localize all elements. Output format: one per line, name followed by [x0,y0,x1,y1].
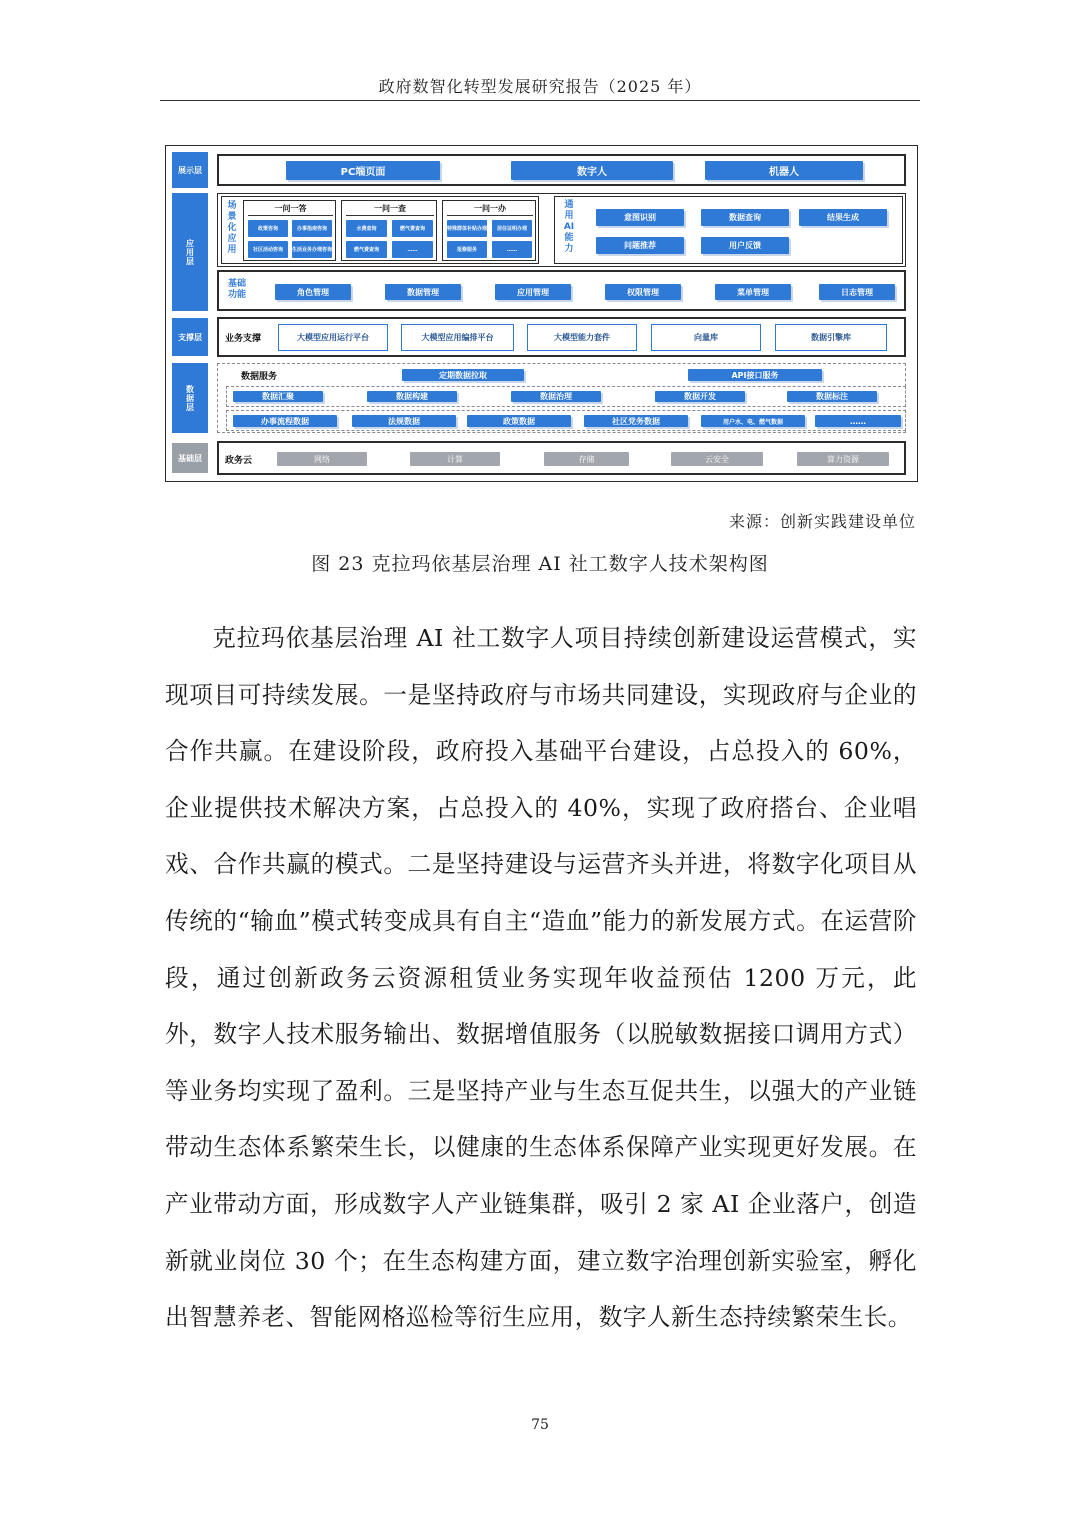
basic-functions-label: 基础功能 [227,279,246,300]
scenario-item: …… [492,241,532,258]
scenario-item: …… [392,241,433,258]
scenario-item: 特殊群体补贴办理 [447,220,487,237]
display-layer-frame [217,154,906,186]
scenario-group-query [341,200,437,261]
data-mid-item: 数据治理 [511,391,601,402]
data-top-item: 定期数据拉取 [402,369,524,381]
cloud-item-compute-power: 算力资源 [797,452,889,466]
display-item-digital-human: 数字人 [511,161,673,180]
data-mid-item: 数据标注 [787,391,877,402]
scenario-item: 燃气费查询 [346,241,387,258]
figure-caption: 图 23 克拉玛依基层治理 AI 社工数字人技术架构图 [311,553,769,575]
scenario-item: 水费查询 [346,220,387,237]
layer-label-application: 应用层 [172,193,208,311]
data-mid-row [226,386,906,407]
basic-item-log: 日志管理 [819,284,895,300]
scenario-item: 社区活动咨询 [248,241,288,258]
scenario-item: 报修服务 [447,241,487,258]
data-mid-item: 数据汇聚 [233,391,323,402]
ai-item-user-feedback: 用户反馈 [701,237,789,254]
ai-item-question-recommend: 问题推荐 [596,237,684,254]
scenario-group-qa [243,200,336,261]
general-ai-label: 通用AI能力 [563,200,575,254]
ai-item-intent-recognition: 意图识别 [596,209,684,226]
basic-item-menu: 菜单管理 [715,284,791,300]
foundation-layer-frame [217,441,906,475]
ai-item-result-generation: 结果生成 [799,209,887,226]
data-layer-frame [217,363,906,433]
architecture-diagram [165,145,918,482]
scenario-item: 办事指南咨询 [292,220,332,237]
scenario-group-title: 一问一办 [474,204,506,213]
data-service-label: 数据服务 [241,372,278,382]
basic-item-permission: 权限管理 [605,284,681,300]
running-header: 政府数智化转型发展研究报告（2025 年） [378,77,702,96]
scenario-item: 生活业务办理咨询 [292,241,332,258]
data-bottom-item: 办事流程数据 [233,415,337,427]
general-ai-frame [554,196,903,264]
scenario-group-title: 一问一查 [374,204,406,213]
basic-item-app: 应用管理 [495,284,571,300]
basic-item-data: 数据管理 [385,284,461,300]
scenario-item: 燃气费查询 [392,220,433,237]
layer-label-display: 展示层 [172,152,208,188]
group-title-rule [248,215,333,216]
gov-cloud-label: 政务云 [225,456,253,466]
support-item-runtime: 大模型应用运行平台 [278,324,388,351]
data-bottom-item: 用户水、电、燃气数据 [701,415,805,427]
figure-source: 来源：创新实践建设单位 [728,512,916,531]
support-layer-frame [217,317,906,357]
scenario-item: 政策咨询 [248,220,288,237]
page-number: 75 [531,1417,549,1433]
support-label: 业务支撑 [225,334,262,344]
data-top-item: API接口服务 [688,369,822,381]
group-title-rule [346,215,434,216]
group-title-rule [447,215,533,216]
cloud-item-security: 云安全 [671,452,763,466]
display-item-robot: 机器人 [705,161,863,180]
display-item-pc-page: PC端页面 [286,161,440,180]
data-bottom-item: 政策数据 [467,415,571,427]
data-bottom-item: …… [815,415,901,427]
support-item-data-engine: 数据引擎库 [775,324,887,351]
support-item-vector-db: 向量库 [651,324,761,351]
scenario-group-handle [442,200,536,261]
support-item-orchestration: 大模型应用编排平台 [401,324,514,351]
basic-functions-frame [217,270,906,311]
data-mid-item: 数据构建 [367,391,457,402]
cloud-item-storage: 存储 [544,452,629,466]
layer-label-data: 数据层 [172,363,208,433]
layer-label-foundation: 基础层 [172,443,208,473]
body-paragraph: 克拉玛依基层治理 AI 社工数字人项目持续创新建设运营模式，实现项目可持续发展。一是坚持政府与市场共同建设，实现政府与企业的合作共赢。在建设阶段，政府投入基础平台建设，占总投入的 60%，企业提供技术解决方案，占总投入的 40%，实现了政府搭台、企业唱戏、合作共赢的模式。二是坚持建设与运营齐头并进，将数字化项目从传统的“输血”模式转变成具有自主“造血”能力的新发展方式。在运营阶段，通过创新政务云资源租赁业务实现年收益预估 1200 万元，此外，数字人技术服务输出、数据增值服务（以脱敏数据接口调用方式）等业务均实现了盈利。三是坚持产业与生态互促共生，以强大的产业链带动生态体系繁荣生长，以健康的生态体系保障产业实现更好发展。在产业带动方面，形成数字人产业链集群，吸引 2 家 AI 企业落户，创造新就业岗位 30 个；在生态构建方面，建立数字治理创新实验室，孵化出智慧养老、智能网格巡检等衍生应用，数字人新生态持续繁荣生长。 [165,624,917,1332]
data-bottom-row [226,410,906,431]
scenario-item: 居住证明办理 [492,220,532,237]
scenario-apps-frame [221,196,539,264]
data-bottom-item: 法规数据 [352,415,456,427]
data-bottom-item: 社区党务数据 [584,415,688,427]
data-mid-item: 数据开发 [655,391,745,402]
cloud-item-compute: 计算 [410,452,500,466]
scenario-apps-label: 场景化应用 [227,201,237,255]
support-item-capability-kit: 大模型能力套件 [527,324,637,351]
ai-item-data-query: 数据查询 [701,209,789,226]
scenario-group-title: 一问一答 [274,204,307,213]
cloud-item-network: 网络 [277,452,367,466]
basic-item-role: 角色管理 [275,284,351,300]
layer-label-support: 支撑层 [172,318,208,356]
header-rule [160,100,920,101]
